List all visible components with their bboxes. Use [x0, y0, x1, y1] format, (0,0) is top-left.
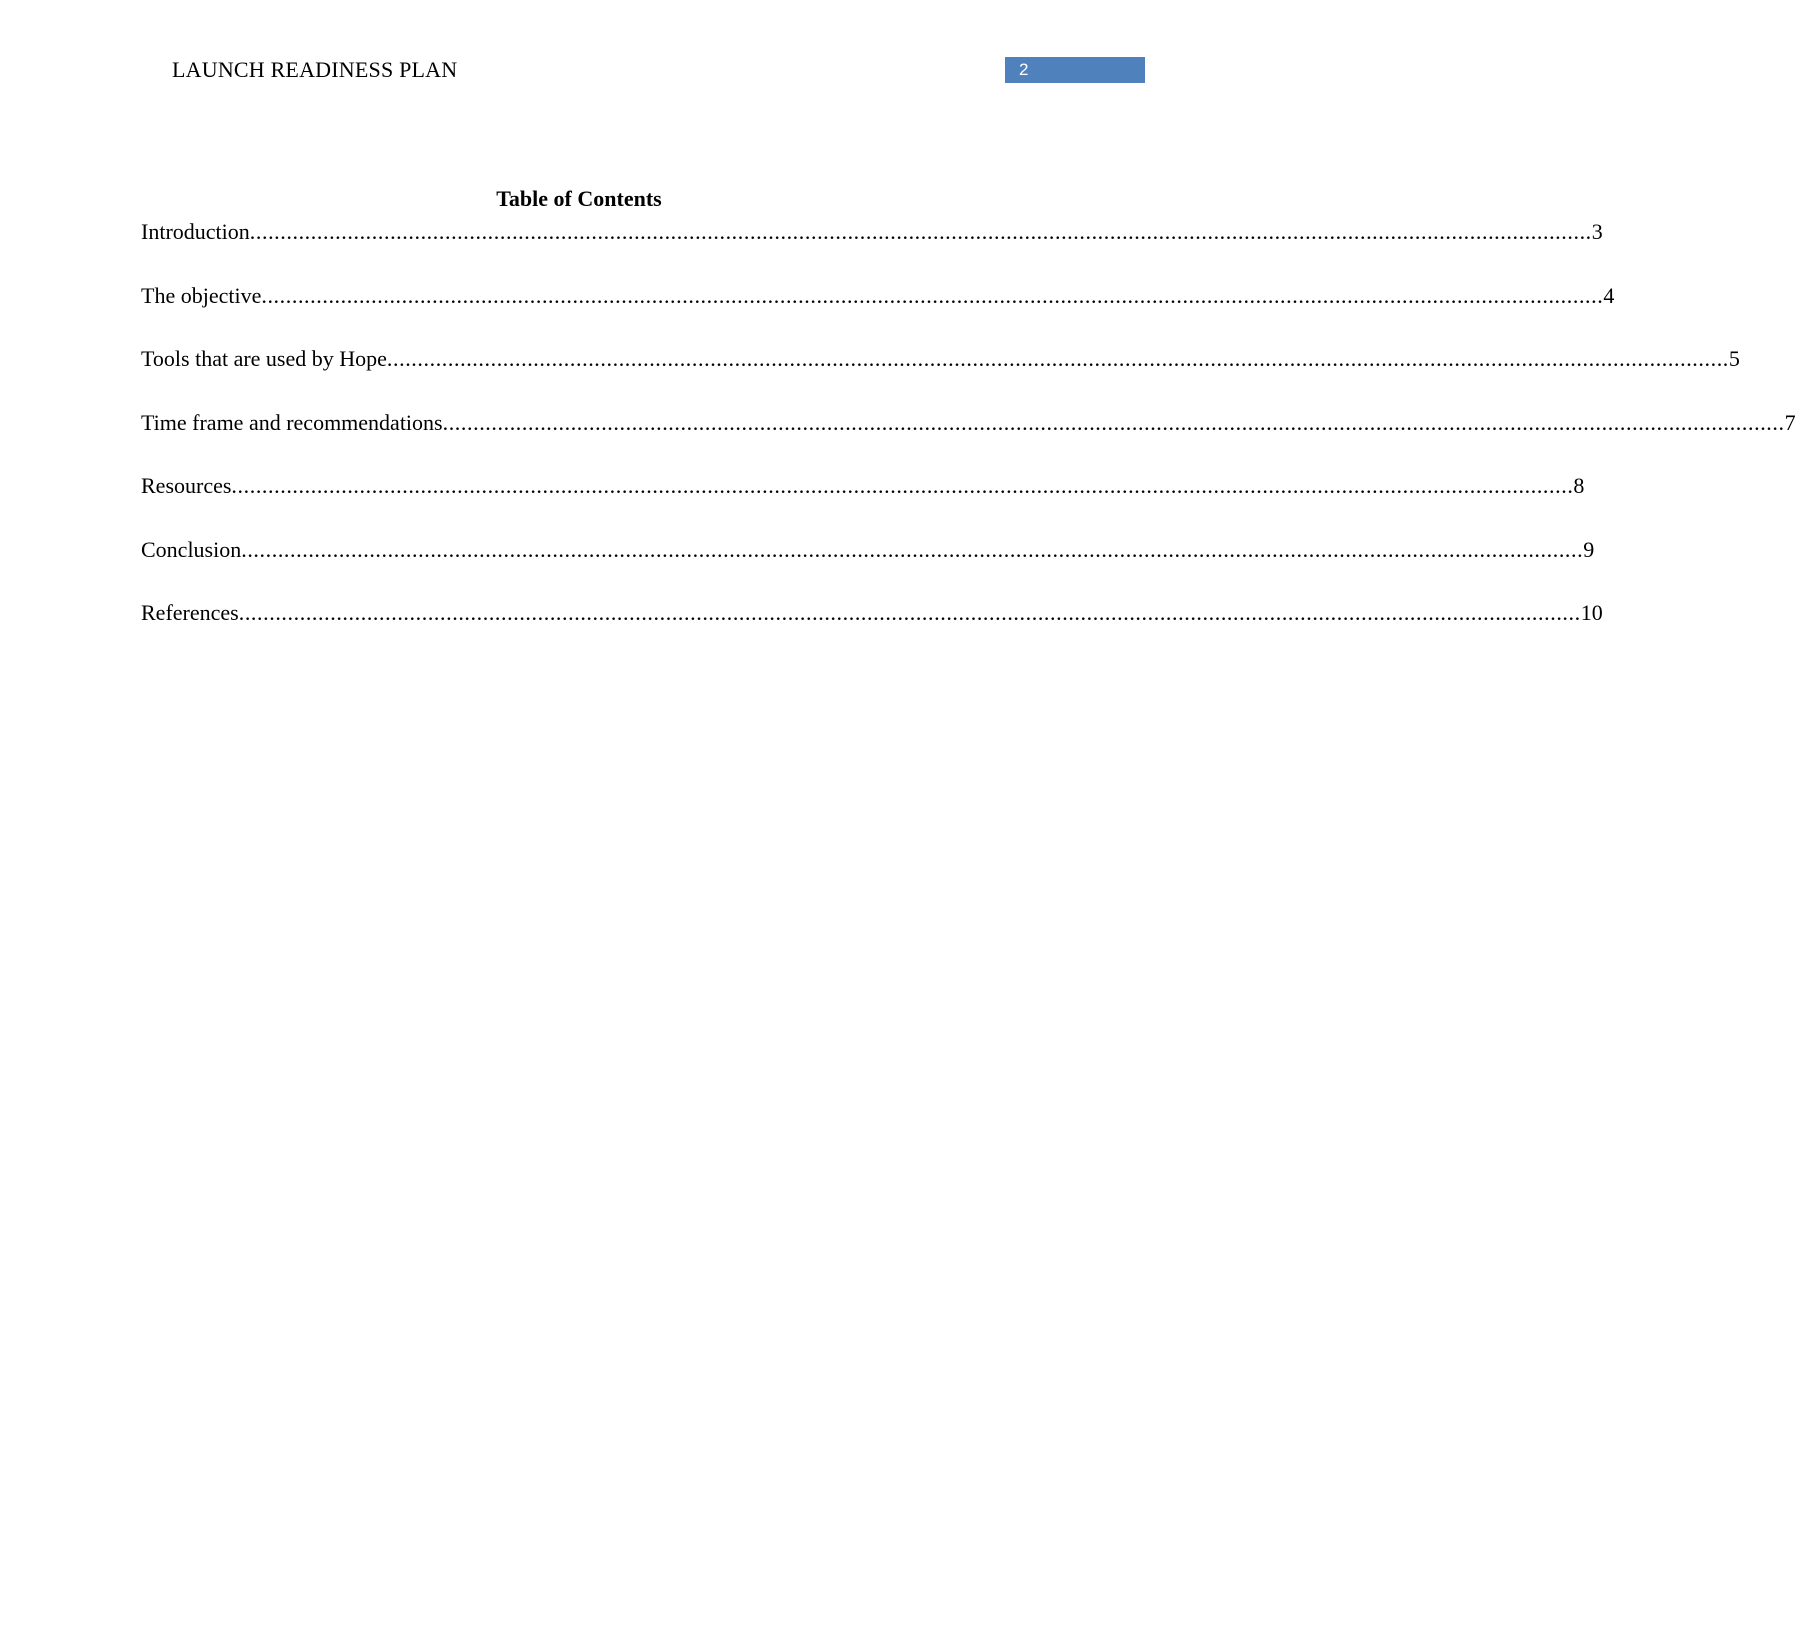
toc-entry-title: References — [141, 600, 239, 625]
toc-entry-page: 8 — [1573, 473, 1585, 498]
toc-dot-leader: ............................................................................................................................................................................................................................ — [261, 282, 1604, 308]
toc-dot-leader: ............................................................................................................................................................................................................................ — [231, 473, 1574, 498]
toc-entry-resources[interactable] — [141, 472, 1585, 536]
toc-entry-page: 5 — [1728, 346, 1740, 371]
toc-entry-title: The objective — [141, 282, 262, 308]
toc-entry-page: 7 — [1784, 409, 1796, 435]
toc-entry-conclusion[interactable] — [141, 536, 1595, 600]
toc-entry-title: Conclusion — [141, 536, 242, 562]
toc-entry-title: Time frame and recommendations — [141, 409, 443, 435]
toc-entry-page: 4 — [1603, 282, 1615, 308]
toc-entry-time-frame[interactable] — [141, 409, 1796, 473]
toc-entry-introduction[interactable] — [141, 218, 1603, 282]
toc-entry-title: Introduction — [141, 219, 250, 244]
table-of-contents — [141, 218, 1796, 663]
toc-entry-page: 9 — [1583, 536, 1595, 562]
toc-entry-references[interactable] — [141, 599, 1603, 663]
toc-entry-tools[interactable] — [141, 345, 1740, 409]
toc-dot-leader: ............................................................................................................................................................................................................................ — [386, 346, 1729, 371]
toc-heading: Table of Contents — [496, 186, 662, 211]
toc-dot-leader: ............................................................................................................................................................................................................................ — [249, 219, 1592, 244]
running-header: LAUNCH READINESS PLAN — [172, 57, 458, 82]
toc-dot-leader: ............................................................................................................................................................................................................................ — [238, 600, 1581, 625]
toc-entry-title: Resources — [141, 473, 232, 498]
page-number: 2 — [1005, 57, 1145, 83]
toc-dot-leader: ............................................................................................................................................................................................................................ — [241, 536, 1584, 562]
toc-entry-page: 10 — [1580, 600, 1603, 625]
toc-dot-leader: ............................................................................................................................................................................................................................ — [442, 409, 1785, 435]
toc-entry-title: Tools that are used by Hope — [141, 346, 387, 371]
toc-entry-objective[interactable] — [141, 282, 1615, 346]
toc-entry-page: 3 — [1591, 219, 1603, 244]
